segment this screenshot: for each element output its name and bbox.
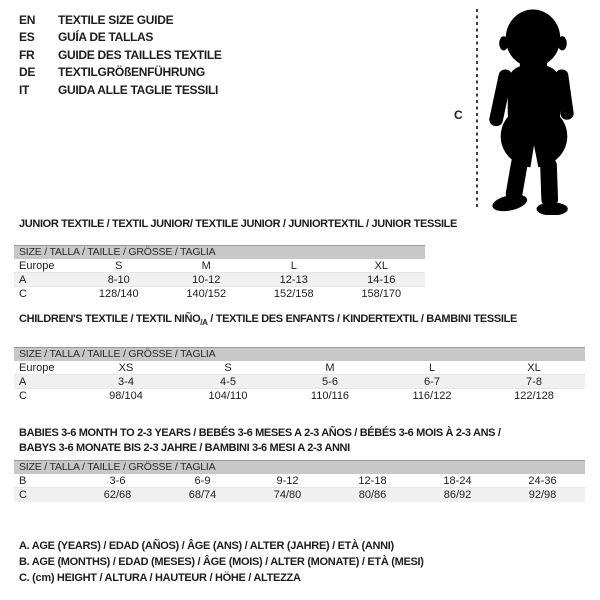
value-cell: 14-16 xyxy=(367,274,396,286)
lang-code: FR xyxy=(19,47,35,62)
value-cell: 12-18 xyxy=(358,475,387,487)
height-figure xyxy=(450,5,595,215)
value-cell: 86/92 xyxy=(443,489,472,501)
lang-code: DE xyxy=(19,65,36,80)
lang-title: GUIDA ALLE TAGLIE TESSILI xyxy=(58,82,219,97)
value-cell: 7-8 xyxy=(526,376,542,389)
lang-code: ES xyxy=(19,30,35,45)
lang-row-es xyxy=(19,29,222,47)
value-cell: 9-12 xyxy=(276,475,299,487)
value-cell: 128/140 xyxy=(98,288,139,300)
lang-title: TEXTILE SIZE GUIDE xyxy=(58,12,174,27)
row-label: A xyxy=(19,376,27,389)
size-cell: S xyxy=(115,260,123,272)
junior-table-title: JUNIOR TEXTILE / TEXTIL JUNIOR/ TEXTILE JUNIOR / JUNIORTEXTIL / JUNIOR TESSILE xyxy=(19,218,458,230)
value-cell: 3-6 xyxy=(109,475,126,487)
childrens-textile-table xyxy=(14,312,585,403)
row-label: C xyxy=(19,489,27,501)
value-cell: 140/152 xyxy=(186,288,227,300)
babies-title-line2: BABYS 3-6 MONATE BIS 2-3 JAHRE / BAMBINI 3-6 MESI A 2-3 ANNI xyxy=(19,442,350,454)
table-row-height xyxy=(14,488,585,502)
lang-row-fr xyxy=(19,46,222,64)
size-header-bar: SIZE / TALLA / TAILLE / GRÖSSE / TAGLIA xyxy=(14,245,425,259)
size-cell: L xyxy=(290,260,297,272)
row-label: A xyxy=(19,274,27,286)
value-cell: 122/128 xyxy=(514,390,554,403)
lang-row-de xyxy=(19,64,222,82)
title-sub: /A xyxy=(200,318,208,328)
row-label: Europe xyxy=(19,362,55,375)
lang-row-en xyxy=(19,11,222,29)
table-row-height xyxy=(14,287,425,301)
value-cell: 18-24 xyxy=(443,475,472,487)
baby-silhouette-icon xyxy=(483,8,587,215)
language-title-list xyxy=(19,11,222,99)
babies-textile-table xyxy=(14,426,585,502)
value-cell: 98/104 xyxy=(109,390,143,403)
value-cell: 116/122 xyxy=(412,390,452,403)
title-pre: CHILDREN'S TEXTILE / TEXTIL NIÑO xyxy=(19,313,201,325)
size-cell: M xyxy=(201,260,211,272)
value-cell: 74/80 xyxy=(273,489,302,501)
value-cell: 110/116 xyxy=(310,390,350,403)
value-cell: 92/98 xyxy=(528,489,557,501)
value-cell: 12-13 xyxy=(279,274,308,286)
table-row-europe xyxy=(14,259,425,273)
childrens-table-title xyxy=(14,312,585,330)
footnote-legend xyxy=(19,538,424,586)
value-cell: 8-10 xyxy=(107,274,130,286)
value-cell: 10-12 xyxy=(192,274,221,286)
size-cell: XS xyxy=(118,362,134,375)
table-row-age xyxy=(14,375,585,389)
lang-title: GUÍA DE TALLAS xyxy=(58,30,154,45)
row-label: C xyxy=(19,390,27,403)
babies-title-line1: BABIES 3-6 MONTH TO 2-3 YEARS / BEBÉS 3-6 MESES A 2-3 AÑOS / BÉBÉS 3-6 MOIS À 2-3 ANS / xyxy=(19,427,501,439)
lang-title: TEXTILGRÖßENFÜHRUNG xyxy=(58,65,205,80)
value-cell: 152/158 xyxy=(273,288,314,300)
size-cell: S xyxy=(224,362,232,375)
value-cell: 104/110 xyxy=(208,390,248,403)
value-cell: 62/68 xyxy=(103,489,132,501)
size-header-bar: SIZE / TALLA / TAILLE / GRÖSSE / TAGLIA xyxy=(14,347,585,361)
value-cell: 80/86 xyxy=(358,489,387,501)
title-post: / TEXTILE DES ENFANTS / KINDERTEXTIL / BAMBINI TESSILE xyxy=(207,313,517,325)
size-cell: L xyxy=(428,362,436,375)
value-cell: 6-7 xyxy=(424,376,440,389)
value-cell: 158/170 xyxy=(361,288,402,300)
lang-title: GUIDE DES TAILLES TEXTILE xyxy=(58,47,222,62)
row-label: B xyxy=(19,475,27,487)
table-row-age-months xyxy=(14,474,585,488)
size-cell: XL xyxy=(374,260,388,272)
row-label: C xyxy=(19,288,27,300)
height-dotted-line xyxy=(476,9,478,210)
table-row-height xyxy=(14,389,585,403)
footnote-b: B. AGE (MONTHS) / EDAD (MESES) / ÂGE (MOIS) / ALTER (MONATE) / ETÀ (MESI) xyxy=(19,556,424,568)
size-header-bar: SIZE / TALLA / TAILLE / GRÖSSE / TAGLIA xyxy=(14,460,585,474)
size-cell: XL xyxy=(527,362,541,375)
value-cell: 24-36 xyxy=(528,475,557,487)
value-cell: 4-5 xyxy=(220,376,236,389)
value-cell: 6-9 xyxy=(194,475,211,487)
size-cell: M xyxy=(325,362,335,375)
value-cell: 3-4 xyxy=(118,376,134,389)
lang-code: EN xyxy=(19,12,36,27)
babies-table-title xyxy=(14,426,585,456)
row-label: Europe xyxy=(19,260,55,272)
value-cell: 68/74 xyxy=(188,489,217,501)
height-label: C xyxy=(454,108,463,122)
footnote-c: C. (cm) HEIGHT / ALTURA / HAUTEUR / HÖHE / ALTEZZA xyxy=(19,572,301,584)
footnote-a: A. AGE (YEARS) / EDAD (AÑOS) / ÂGE (ANS) / ALTER (JAHRE) / ETÀ (ANNI) xyxy=(19,540,394,552)
lang-row-it xyxy=(19,81,222,99)
table-row-age xyxy=(14,273,425,287)
lang-code: IT xyxy=(19,82,30,97)
table-row-europe xyxy=(14,361,585,375)
junior-textile-table xyxy=(14,217,458,301)
value-cell: 5-6 xyxy=(322,376,338,389)
